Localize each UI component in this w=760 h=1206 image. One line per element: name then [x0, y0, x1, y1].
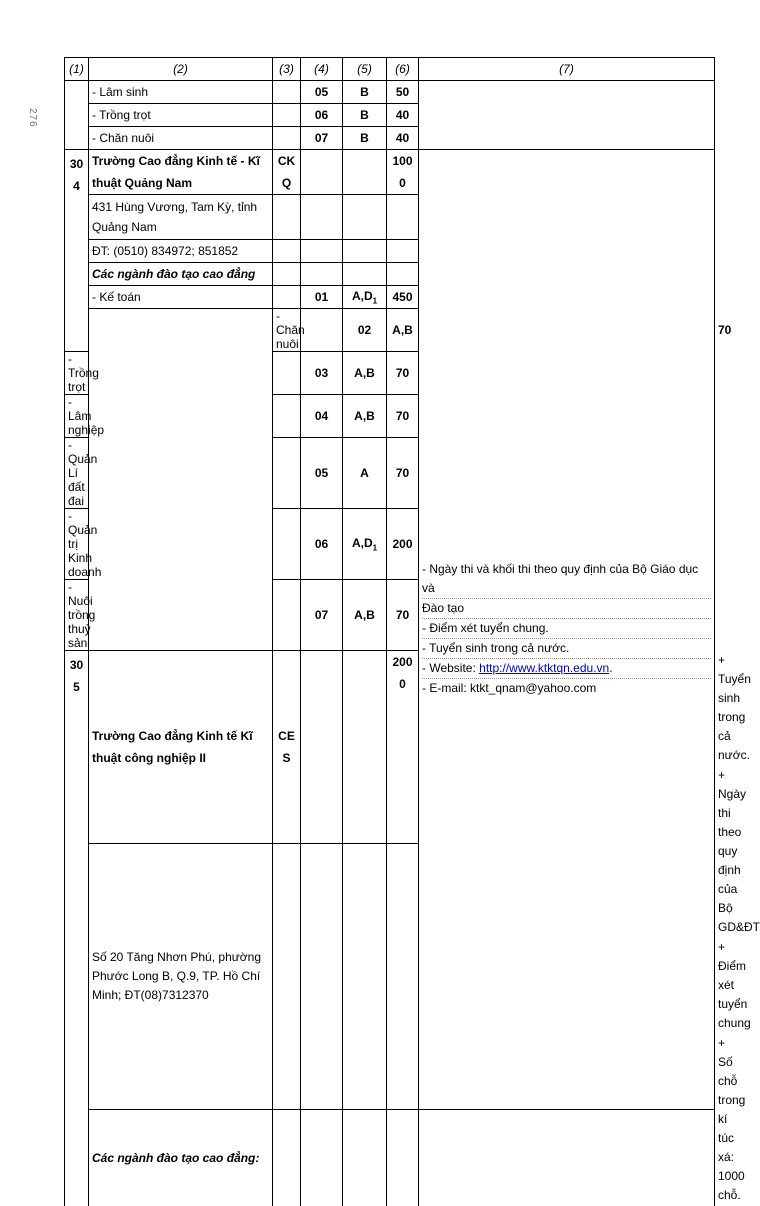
school-304-address: 431 Hùng Vương, Tam Kỳ, tỉnh Quảng Nam [89, 195, 273, 240]
major-name: - Trồng trọt [65, 352, 89, 395]
school-304-notes: - Ngày thi và khối thi theo quy định của Bộ Giáo dục và Đào tạo - Điểm xét tuyển chung. - Tuyển sinh trong cả nước. - Website: http://www.ktktqn.edu.vn. - E-mail: ktkt_qnam@yahoo.com [419, 150, 715, 1110]
page-number: 276 [27, 108, 38, 128]
school-304-symbol: CK Q [273, 150, 301, 195]
admissions-table [64, 57, 760, 1206]
exam-block: $A,D_1$ [343, 509, 387, 580]
exam-block: A [343, 438, 387, 509]
header-col-7: (7) [419, 58, 715, 81]
major-code: 07 [301, 580, 343, 651]
quota: 70 [387, 395, 419, 438]
school-304-phone: ĐT: (0510) 834972; 851852 [89, 240, 273, 263]
major-code: 06 [301, 509, 343, 580]
major-code: 04 [301, 395, 343, 438]
header-col-2: (2) [89, 58, 273, 81]
header-col-4: (4) [301, 58, 343, 81]
major-name: - Chăn nuôi [89, 127, 273, 150]
header-row [65, 58, 715, 81]
quota: 70 [387, 438, 419, 509]
major-name: - Quản Lí đất đai [65, 438, 89, 509]
table-row [65, 81, 715, 104]
school-304-name: Trường Cao đẳng Kinh tế - Kĩ thuật Quảng Nam [89, 150, 273, 195]
exam-block: $A,D_1$ [343, 286, 387, 309]
school-305-section-row [65, 1109, 715, 1205]
email-text: - E-mail: ktkt_qnam@yahoo.com [422, 681, 597, 696]
major-code: 02 [343, 309, 387, 352]
major-name: - Nuôi trồng thuỷ sản [65, 580, 89, 651]
exam-block: A,B [343, 395, 387, 438]
major-name: - Kế toán [89, 286, 273, 309]
school-305-row: 30 5 Trường Cao đẳng Kinh tế Kĩ thuật công nghiệp II CE S 200 0 + Tuyển sinh trong cả nước. + Ngày thi theo quy định của Bộ GD&ĐT + Điểm xét tuyển chung + Số chỗ trong kí túc xá: 1000 chỗ. [65, 651, 715, 844]
header-col-3: (3) [273, 58, 301, 81]
school-305-symbol: CE S [273, 651, 301, 844]
school-304-total-quota: 100 0 [387, 150, 419, 195]
header-col-5: (5) [343, 58, 387, 81]
quota: 50 [387, 81, 419, 104]
quota: 70 [387, 580, 419, 651]
quota: 70 [387, 352, 419, 395]
exam-block: B [343, 127, 387, 150]
exam-block: B [343, 81, 387, 104]
school-304-row [65, 150, 715, 195]
school-305-address: Số 20 Tăng Nhơn Phú, phường Phước Long B, Q.9, TP. Hồ Chí Minh; ĐT(08)7312370 [89, 843, 273, 1109]
major-name: - Lâm sinh [89, 81, 273, 104]
table-row: - Chăn nuôi 02 A,B 70 [65, 309, 715, 352]
website-link[interactable]: http://www.ktktqn.edu.vn [479, 661, 610, 676]
quota: 40 [387, 104, 419, 127]
exam-block: A,B [343, 580, 387, 651]
exam-block: A,B [343, 352, 387, 395]
quota: 450 [387, 286, 419, 309]
major-name: - Quản trị Kinh doanh [65, 509, 89, 580]
major-name: - Lâm nghiệp [65, 395, 89, 438]
school-305-name: Trường Cao đẳng Kinh tế Kĩ thuật công nghiệp II [89, 651, 273, 844]
exam-block: B [343, 104, 387, 127]
major-code: 01 [301, 286, 343, 309]
exam-block: A,B [387, 309, 419, 352]
major-code: 05 [301, 438, 343, 509]
header-col-1: (1) [65, 58, 89, 81]
school-304-stt: 30 4 [65, 150, 89, 352]
header-col-6: (6) [387, 58, 419, 81]
major-name: - Chăn nuôi [273, 309, 301, 352]
school-305-section-title: Các ngành đào tạo cao đẳng: [89, 1109, 273, 1205]
school-305-total-quota: 200 0 [387, 651, 419, 844]
quota: 200 [387, 509, 419, 580]
major-code: 07 [301, 127, 343, 150]
school-305-stt: 30 5 [65, 651, 89, 1206]
major-code: 06 [301, 104, 343, 127]
major-code: 05 [301, 81, 343, 104]
major-name: - Trồng trọt [89, 104, 273, 127]
major-code: 03 [301, 352, 343, 395]
quota: 40 [387, 127, 419, 150]
school-304-section-title: Các ngành đào tạo cao đẳng [89, 263, 273, 286]
